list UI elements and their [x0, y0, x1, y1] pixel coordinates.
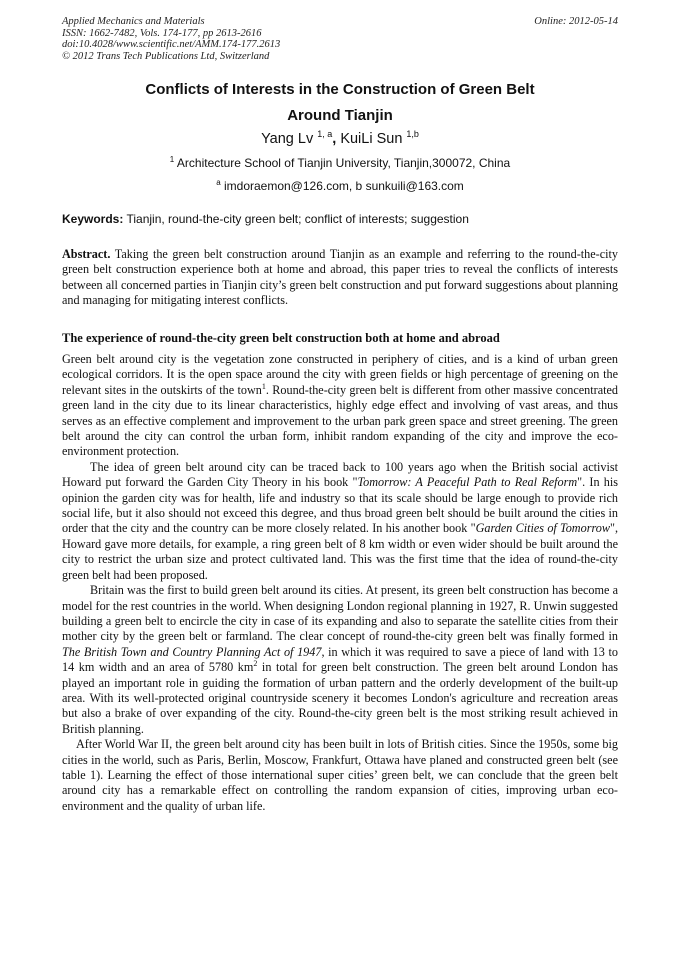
affiliation — [62, 155, 618, 170]
keywords-label: Keywords: — [62, 212, 124, 226]
unit-exponent: 2 — [253, 659, 258, 669]
author-separator: , — [332, 130, 341, 147]
author-affiliation-mark: 1,b — [406, 129, 419, 139]
abstract-text: Taking the green belt construction around Tianjin as an example and referring to the round-the-city green belt construction experience both at home and abroad, this paper tries to reveal the conflicts of interests between all concerned parties in Tianjin city’s green belt construction and put forward suggestions about planning and managing for mitigating interest conflicts. — [62, 247, 618, 308]
email-mark: a — [216, 178, 221, 187]
online-date: Online: 2012-05-14 — [534, 16, 618, 27]
abstract — [62, 247, 618, 309]
paragraph: After World War II, the green belt around city has been built in lots of British cities. Since the 1950s, some big cities in the world, such as Paris, Berlin, Moscow, Frankfurt, Ottawa have planed and constructed green belt (see table 1). Learning the effect of those international super cities’ green belt, we can conclude that the green belt around city has a remarkable effect on controlling the random expansion of cities, improving urban eco-environment and the quality of urban life. — [62, 737, 618, 813]
issn-line: ISSN: 1662-7482, Vols. 174-177, pp 2613-2616 — [62, 27, 262, 39]
author-name: Yang Lv — [261, 130, 314, 147]
section-heading: The experience of round-the-city green belt construction both at home and abroad — [62, 331, 500, 345]
paper-title-line-1: Conflicts of Interests in the Construction of Green Belt — [145, 81, 535, 98]
paper-title-line-2: Around Tianjin — [287, 107, 393, 124]
paragraph: The idea of green belt around city can be traced back to 100 years ago when the British social activist Howard put forward the Garden City Theory in his book "Tomorrow: A Peaceful Path to Real Reform". In his opinion the garden city was for health, life and industry so that its scale should be large enough to provide rich social life, but it also should not exceed this degree, and thus broad green belt should be built around the cities in order that the city and the country can be more closely related. In his another book "Garden Cities of Tomorrow", Howard gave more details, for example, a ring green belt of 8 km width or even wider should be built around the city to restrict the urban size and protect cultivated land. This was the first time that the idea of round-the-city green belt had been proposed. — [62, 459, 619, 582]
author-affiliation-mark: 1, a — [317, 129, 333, 139]
section-body — [62, 352, 618, 814]
paragraph: Britain was the first to build green belt around its cities. At present, its green belt construction has become a model for the rest countries in the world. When designing London regional planning in 1927, R. Unwin suggested building a green belt to encircle the city in case of its expanding and also to separate the satellite cities from their mother city by the green belt or farmland. The clear concept of round-the-city green belt was finally formed in The British Town and Country Planning Act of 1947, in which it was required to save a piece of land with 13 to 14 km width and an area of 5780 $km^2$ in total for green belt construction. The green belt around London has played an important role in guiding the formation of urban pattern and the orderly development of the built-up area. With its well-protected original countryside scenery it becomes London's agriculture and recreation areas but also a brake of over expanding of the city. Round-the-city green belt is the most striking result achieved in British planning. — [62, 583, 618, 736]
author-list — [62, 129, 618, 147]
paragraph: Green belt around city is the vegetation zone constructed in periphery of cities, and is a kind of urban green ecological corridors. It is the open space around the city with green fields or high percentage of greening on the relevant sites in the outskirts of the town$^1$. Round-the-city green belt is different from other massive concentrated green land in the city due to its linear characteristics, highly edge effect and involving of vast areas, and thus serves as an effective complement and improvement to the urban park green space and street greening. The green belt around the city can control the urban form, inhibit random expanding of the city and improve the eco-environment protection. — [62, 352, 618, 459]
keywords-text: Tianjin, round-the-city green belt; conflict of interests; suggestion — [126, 212, 469, 226]
email-text: imdoraemon@126.com, b sunkuili@163.com — [223, 179, 464, 193]
footnote-ref: 1 — [261, 381, 266, 391]
act-title: The British Town and Country Planning Act of 1947 — [62, 644, 322, 659]
email-line — [62, 178, 618, 193]
journal-header — [62, 16, 618, 62]
copyright-line: © 2012 Trans Tech Publications Ltd, Switzerland — [62, 50, 270, 62]
affiliation-mark: 1 — [169, 155, 175, 164]
book-title: Tomorrow: A Peaceful Path to Real Reform — [357, 475, 578, 490]
affiliation-text: Architecture School of Tianjin University, Tianjin,300072, China — [176, 156, 511, 170]
abstract-label: Abstract. — [62, 247, 111, 261]
author-name: KuiLi Sun — [340, 130, 403, 147]
doi-link[interactable]: doi:10.4028/www.scientific.net/AMM.174-177.2613 — [62, 39, 281, 50]
book-title: Garden Cities of Tomorrow — [475, 521, 610, 536]
keywords — [62, 212, 618, 226]
journal-name: Applied Mechanics and Materials — [62, 16, 205, 27]
